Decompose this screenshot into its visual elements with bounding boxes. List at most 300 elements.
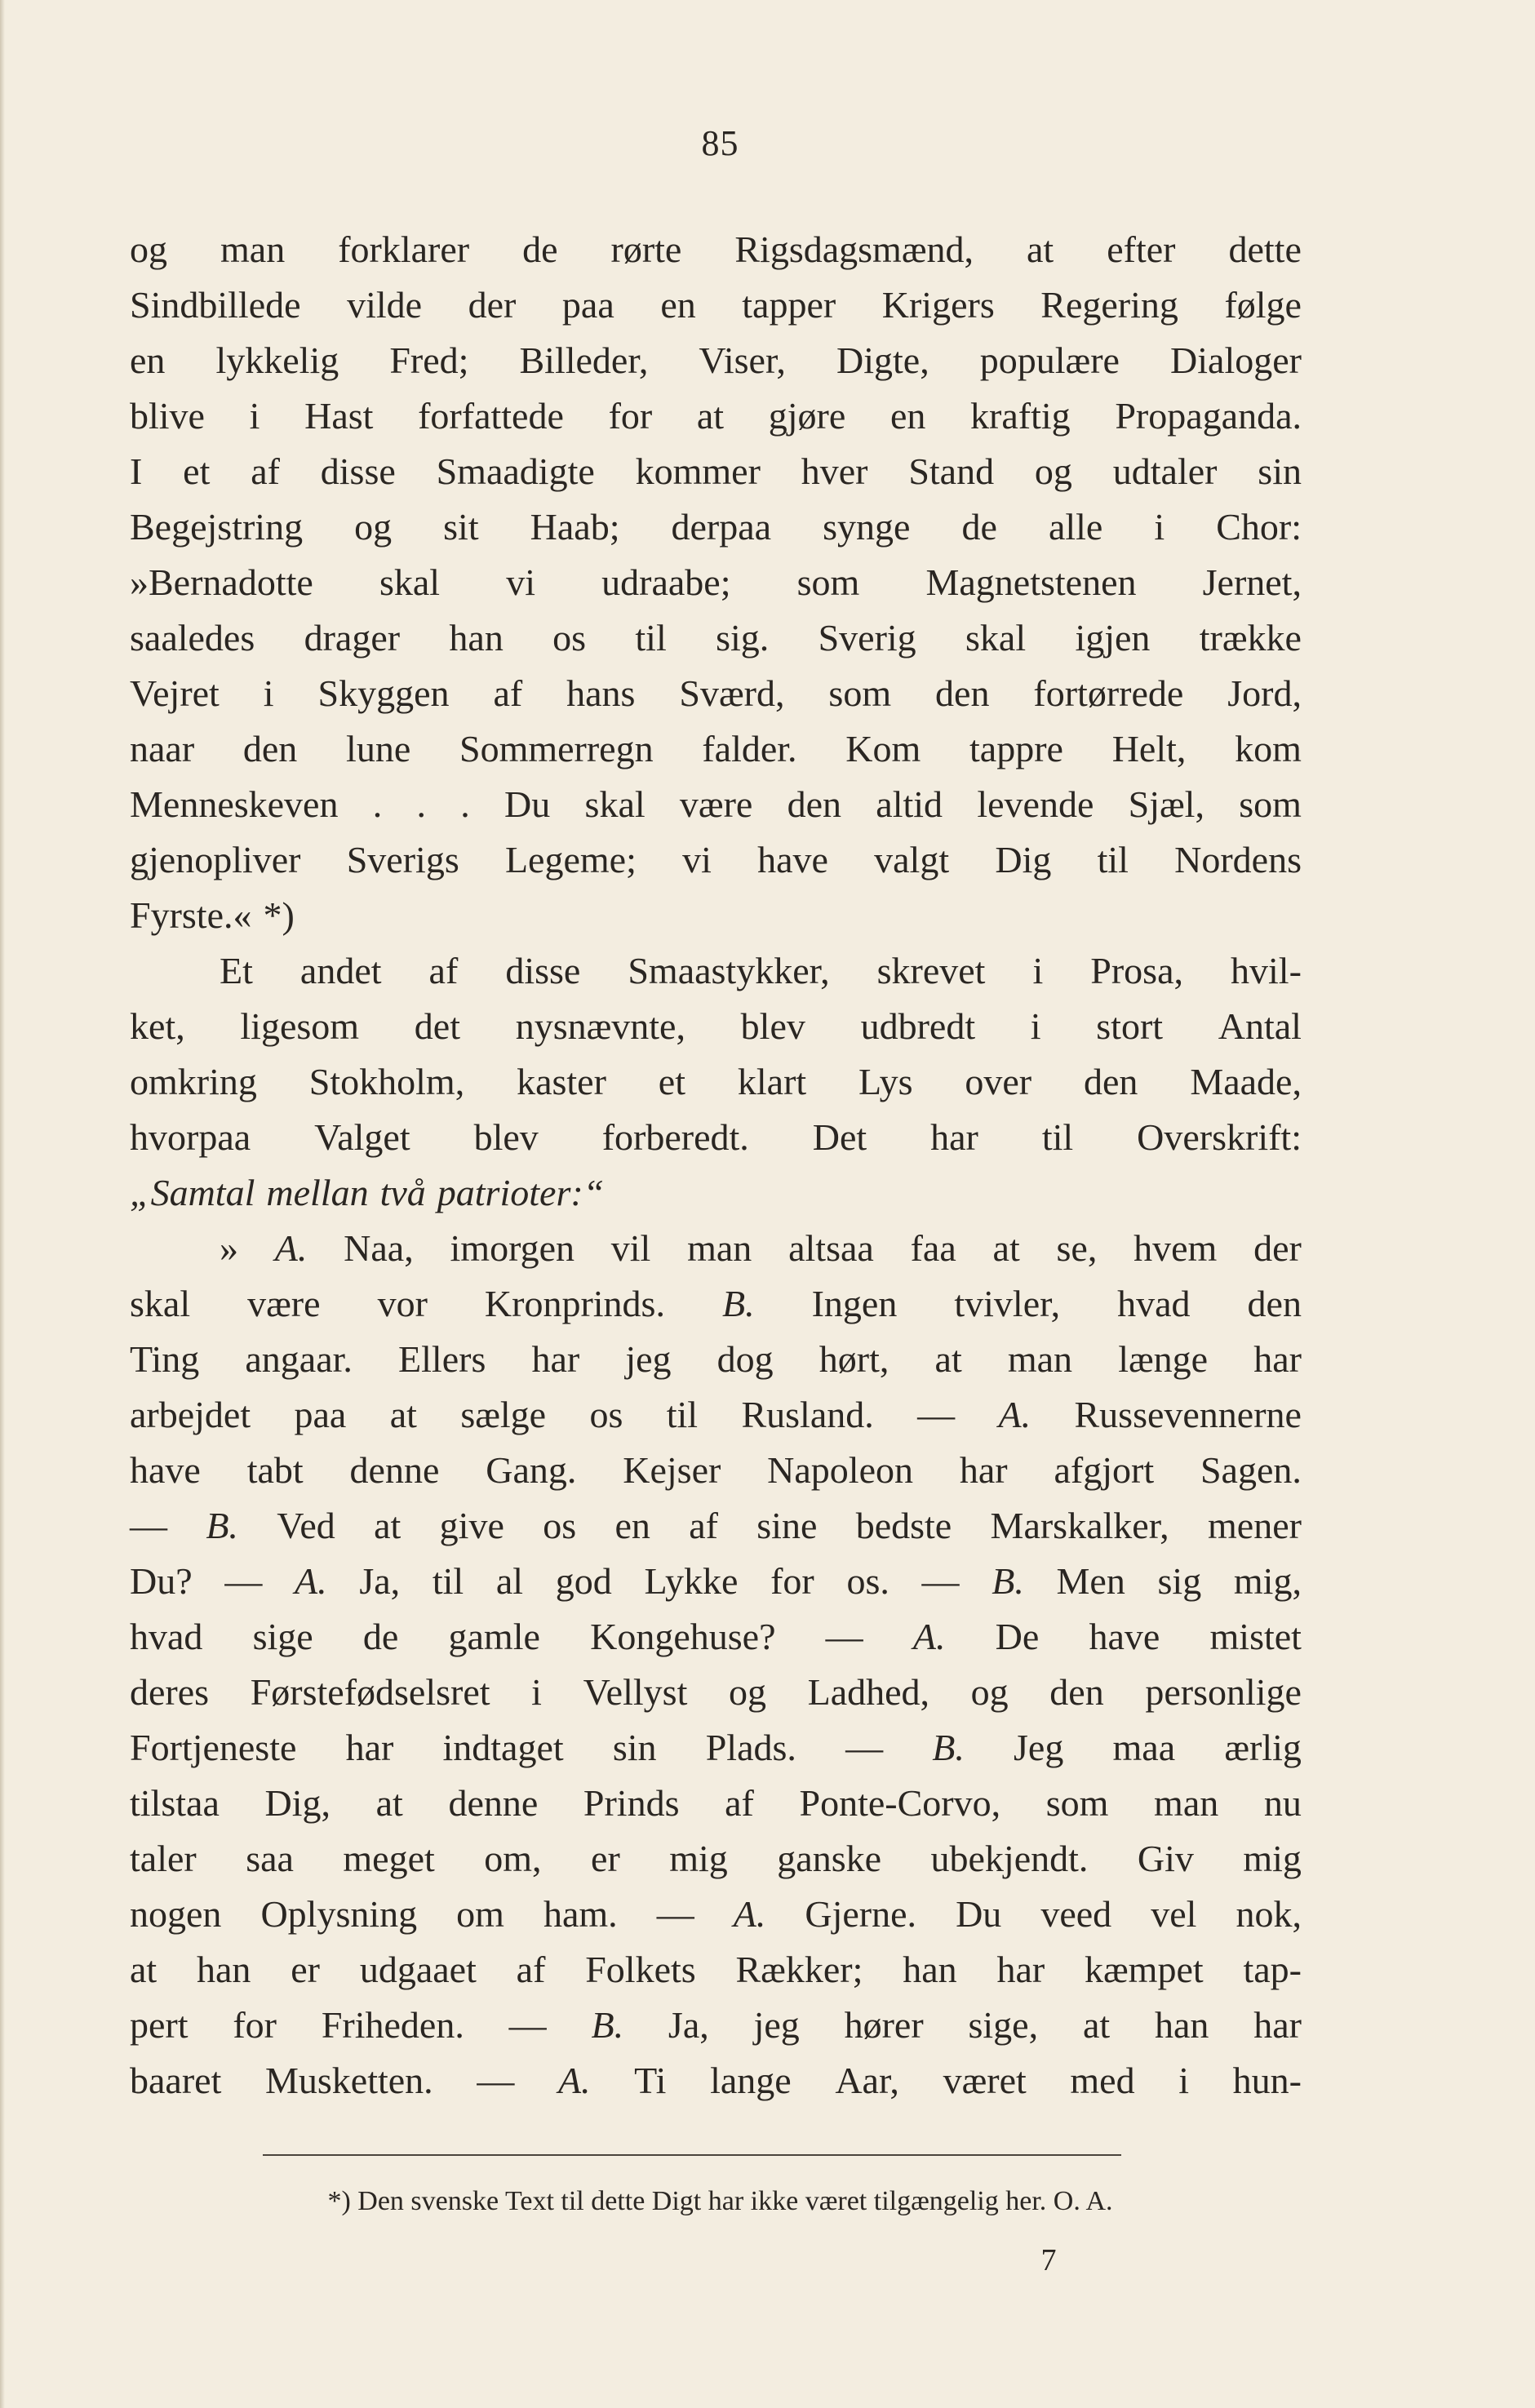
word: drager — [304, 617, 401, 659]
word: er — [291, 1949, 320, 1990]
word: A. — [733, 1893, 766, 1935]
word: ganske — [777, 1838, 882, 1879]
word: De — [995, 1616, 1040, 1657]
text-line — [130, 1276, 1302, 1332]
word: Du — [956, 1893, 1002, 1935]
word: en — [890, 395, 926, 437]
word: Marskalker, — [990, 1505, 1169, 1546]
word: Aar, — [835, 2060, 899, 2101]
word: . — [416, 783, 427, 825]
word: Rusland. — [741, 1394, 874, 1435]
text-line — [130, 1221, 1302, 1276]
word: Dig — [995, 839, 1052, 880]
word: Folkets — [585, 1949, 696, 1990]
word: for — [608, 395, 653, 437]
text-line — [130, 1665, 1302, 1720]
word: Sindbillede — [130, 284, 301, 326]
word: Maade, — [1190, 1061, 1302, 1102]
word: hvorpaa — [130, 1116, 251, 1158]
word: af — [251, 450, 280, 492]
word: lange — [710, 2060, 792, 2101]
word: der — [468, 284, 517, 326]
word: Antal — [1218, 1005, 1302, 1047]
word: Propaganda. — [1115, 395, 1302, 437]
word: A. — [295, 1560, 327, 1602]
word: Jeg — [1014, 1727, 1064, 1768]
word: sine — [756, 1505, 818, 1546]
word: som — [828, 672, 892, 714]
word: imorgen — [450, 1227, 575, 1269]
word: en — [660, 284, 696, 326]
text-line — [130, 1776, 1302, 1831]
word: Giv — [1137, 1838, 1194, 1879]
word: faa — [910, 1227, 956, 1269]
word: bedste — [855, 1505, 952, 1546]
word: nogen — [130, 1893, 222, 1935]
word: Ingen — [811, 1283, 898, 1324]
word: gjøre — [768, 395, 846, 437]
page-edge — [0, 0, 5, 2408]
text-line — [130, 222, 1302, 277]
word: paa — [294, 1394, 347, 1435]
word: B. — [721, 1283, 755, 1324]
word: personlige — [1145, 1671, 1302, 1713]
text-line — [130, 277, 1302, 333]
word: skal — [965, 617, 1027, 659]
word: at — [1027, 228, 1054, 270]
word: Vellyst — [583, 1671, 688, 1713]
word: har — [996, 1949, 1045, 1990]
word: synge — [823, 506, 911, 548]
word: altsaa — [788, 1227, 874, 1269]
word: sælge — [460, 1394, 547, 1435]
word: man — [220, 228, 286, 270]
word: Regering — [1040, 284, 1178, 326]
word: i — [1154, 506, 1165, 548]
word: Ti — [634, 2060, 667, 2101]
word: sin — [612, 1727, 657, 1768]
word: — — [845, 1727, 884, 1768]
word: Det — [812, 1116, 867, 1158]
word: skrevet — [876, 950, 986, 991]
word: Du? — [130, 1560, 193, 1602]
word: Vejret — [130, 672, 220, 714]
word: kom — [1235, 728, 1302, 769]
word: os. — [846, 1560, 890, 1602]
word: have — [1089, 1616, 1160, 1657]
text-line — [130, 1887, 1302, 1942]
word: den — [787, 783, 842, 825]
word: Rigsdagsmænd, — [734, 228, 974, 270]
word: at — [992, 1227, 1020, 1269]
text-line — [130, 666, 1302, 721]
text-line — [130, 1110, 1302, 1165]
word: har — [1253, 1338, 1302, 1380]
word: vilde — [347, 284, 423, 326]
word: ham. — [543, 1893, 618, 1935]
word: se, — [1056, 1227, 1098, 1269]
word: i — [1178, 2060, 1189, 2101]
text-line — [130, 1720, 1302, 1776]
text-line — [130, 333, 1302, 388]
word: til — [635, 617, 667, 659]
word: lykkelig — [215, 339, 339, 381]
word: Prinds — [583, 1782, 680, 1824]
word: Hast — [304, 395, 374, 437]
word: er — [591, 1838, 620, 1879]
word: *) — [263, 894, 295, 936]
word: skal — [379, 561, 441, 603]
word: en — [130, 339, 166, 381]
word: os — [552, 617, 587, 659]
word: Dialoger — [1170, 339, 1302, 381]
word: Du — [504, 783, 551, 825]
word: og — [130, 228, 167, 270]
word: der — [1253, 1227, 1302, 1269]
word: pert — [130, 2004, 189, 2046]
word: Rækker; — [735, 1949, 863, 1990]
word: vor — [377, 1283, 428, 1324]
word: baaret — [130, 2060, 222, 2101]
word: tilstaa — [130, 1782, 220, 1824]
word: Førstefødselsret — [250, 1671, 490, 1713]
word: sit — [443, 506, 479, 548]
text-line — [130, 1831, 1302, 1887]
word: til — [432, 1560, 464, 1602]
text-line — [130, 388, 1302, 444]
word: hvil- — [1231, 950, 1302, 991]
word: den — [1084, 1061, 1138, 1102]
word: dette — [1228, 228, 1302, 270]
word: som — [1239, 783, 1302, 825]
word: for — [770, 1560, 814, 1602]
word: afgjort — [1054, 1449, 1155, 1491]
word: Sommerregn — [459, 728, 654, 769]
word: Sverig — [818, 617, 916, 659]
word: — — [656, 1893, 694, 1935]
word: A. — [912, 1616, 946, 1657]
word: de — [961, 506, 997, 548]
text-line — [130, 1443, 1302, 1498]
word: har — [531, 1338, 580, 1380]
word: altid — [876, 783, 943, 825]
word: klart — [737, 1061, 807, 1102]
word: populære — [979, 339, 1120, 381]
word: hun- — [1232, 2060, 1302, 2101]
footnote-rule — [263, 2154, 1121, 2156]
word: Ved — [277, 1505, 335, 1546]
word: „Samtal — [130, 1172, 255, 1213]
text-line — [130, 1165, 1302, 1221]
word: Oplysning — [260, 1893, 418, 1935]
word: fortørrede — [1033, 672, 1184, 714]
word: trække — [1199, 617, 1302, 659]
word: kraftig — [970, 395, 1071, 437]
word: man — [1154, 1782, 1219, 1824]
word: patrioter:“ — [437, 1172, 605, 1213]
word: meget — [343, 1838, 435, 1879]
word: efter — [1107, 228, 1176, 270]
text-line — [130, 1609, 1302, 1665]
word: Men — [1056, 1560, 1125, 1602]
text-line — [130, 555, 1302, 610]
word: hører — [844, 2004, 924, 2046]
word: Digte, — [836, 339, 929, 381]
word: i — [249, 395, 260, 437]
word: tappre — [969, 728, 1063, 769]
word: Sverigs — [346, 839, 459, 880]
word: den — [242, 728, 298, 769]
word: denne — [349, 1449, 440, 1491]
word: med — [1070, 2060, 1135, 2101]
word: i — [1032, 950, 1044, 991]
text-line — [130, 1054, 1302, 1110]
text-line — [130, 943, 1302, 999]
word: af — [428, 950, 459, 991]
text-line — [130, 1332, 1302, 1387]
word: har — [930, 1116, 978, 1158]
word: A. — [557, 2060, 591, 2101]
word: og — [1034, 450, 1072, 492]
word: Magnetstenen — [925, 561, 1137, 603]
word: saaledes — [130, 617, 255, 659]
word: han — [1154, 2004, 1209, 2046]
word: Kejser — [623, 1449, 721, 1491]
word: Legeme; — [504, 839, 637, 880]
word: for — [233, 2004, 277, 2046]
word: har — [959, 1449, 1008, 1491]
word: Ja, — [668, 2004, 709, 2046]
word: vel — [1151, 1893, 1197, 1935]
word: Naa, — [344, 1227, 414, 1269]
word: Kronprinds. — [484, 1283, 665, 1324]
word: vil — [610, 1227, 651, 1269]
word: B. — [206, 1505, 238, 1546]
word: levende — [977, 783, 1094, 825]
word: og — [728, 1671, 766, 1713]
word: god — [555, 1560, 612, 1602]
word: Begejstring — [130, 506, 304, 548]
word: den — [935, 672, 990, 714]
word: B. — [992, 1560, 1024, 1602]
word: stort — [1096, 1005, 1164, 1047]
word: til — [666, 1394, 699, 1435]
word: Jord, — [1227, 672, 1302, 714]
word: Fyrste.« — [130, 894, 252, 936]
word: — — [917, 1394, 956, 1435]
word: »Bernadotte — [130, 561, 313, 603]
word: har — [1253, 2004, 1302, 2046]
text-line — [130, 2053, 1302, 2109]
word: mellan — [266, 1172, 369, 1213]
word: naar — [130, 728, 195, 769]
word: disse — [320, 450, 396, 492]
word: nysnævnte, — [515, 1005, 685, 1047]
word: I — [130, 450, 143, 492]
word: han — [197, 1949, 251, 1990]
word: mener — [1208, 1505, 1302, 1546]
word: mig — [669, 1838, 728, 1879]
word: al — [495, 1560, 524, 1602]
word: Stand — [908, 450, 995, 492]
word: have — [757, 839, 828, 880]
word: Skyggen — [317, 672, 450, 714]
word: Lykke — [644, 1560, 739, 1602]
word: Jernet, — [1202, 561, 1302, 603]
word: Ellers — [398, 1338, 486, 1380]
word: disse — [505, 950, 581, 991]
word: gamle — [448, 1616, 540, 1657]
word: over — [965, 1061, 1032, 1102]
word: kaster — [517, 1061, 606, 1102]
word: paa — [561, 284, 614, 326]
word: mig — [1243, 1838, 1302, 1879]
word: alle — [1048, 506, 1103, 548]
word: A. — [998, 1394, 1031, 1435]
word: mig, — [1233, 1560, 1302, 1602]
word: Ponte-Corvo, — [799, 1782, 1001, 1824]
word: Fred; — [389, 339, 469, 381]
word: derpaa — [671, 506, 772, 548]
word: være — [247, 1283, 321, 1324]
word: man — [1007, 1338, 1073, 1380]
word: igjen — [1075, 617, 1151, 659]
word: Smaadigte — [436, 450, 595, 492]
word: Haab; — [530, 506, 620, 548]
word: forberedt. — [601, 1116, 749, 1158]
word: falder. — [702, 728, 797, 769]
word: udgaaet — [359, 1949, 477, 1990]
word: sig — [1157, 1560, 1202, 1602]
word: os — [589, 1394, 623, 1435]
word: kommer — [635, 450, 761, 492]
word: — — [224, 1560, 263, 1602]
word: B. — [591, 2004, 624, 2046]
word: Ladhed, — [807, 1671, 930, 1713]
word: A. — [274, 1227, 308, 1269]
word: Sagen. — [1200, 1449, 1302, 1491]
footnote: *) Den svenske Text til dette Digt har ikke været tilgængelig her. O. A. — [327, 2186, 1113, 2216]
word: maa — [1112, 1727, 1176, 1768]
word: arbejdet — [130, 1394, 251, 1435]
word: følge — [1224, 284, 1302, 326]
word: i — [263, 672, 274, 714]
word: — — [508, 2004, 547, 2046]
text-line — [130, 444, 1302, 499]
word: taler — [130, 1838, 197, 1879]
word: skal — [584, 783, 645, 825]
word: Billeder, — [519, 339, 649, 381]
word: som — [1045, 1782, 1109, 1824]
word: — — [921, 1560, 960, 1602]
word: Musketten. — [264, 2060, 433, 2101]
word: Napoleon — [767, 1449, 914, 1491]
word: Stokholm, — [308, 1061, 465, 1102]
word: de — [522, 228, 558, 270]
text-line — [130, 1554, 1302, 1609]
word: Smaastykker, — [628, 950, 830, 991]
page-number: 85 — [701, 123, 739, 163]
word: den — [1049, 1671, 1104, 1713]
word: Viser, — [699, 339, 786, 381]
word: af — [725, 1782, 754, 1824]
word: hvad — [1117, 1283, 1191, 1324]
word: Friheden. — [321, 2004, 464, 2046]
word: angaar. — [245, 1338, 353, 1380]
word: kæmpet — [1085, 1949, 1204, 1990]
word: veed — [1040, 1893, 1112, 1935]
word: » — [220, 1227, 238, 1269]
word: hans — [566, 672, 636, 714]
word: Lys — [858, 1061, 913, 1102]
word: til — [1041, 1116, 1074, 1158]
word: Dig, — [264, 1782, 331, 1824]
word: udraabe; — [601, 561, 731, 603]
word: Fortjeneste — [130, 1727, 297, 1768]
word: dog — [716, 1338, 774, 1380]
word: blev — [473, 1116, 539, 1158]
text-line — [130, 610, 1302, 666]
word: saa — [246, 1838, 294, 1879]
word: hvem — [1134, 1227, 1218, 1269]
word: som — [796, 561, 860, 603]
word: sige, — [968, 2004, 1039, 2046]
text-line — [130, 888, 1302, 943]
word: udbredt — [860, 1005, 976, 1047]
word: Russevennerne — [1074, 1394, 1302, 1435]
word: Kongehuse? — [590, 1616, 776, 1657]
word: Krigers — [881, 284, 995, 326]
word: det — [414, 1005, 460, 1047]
word: et — [658, 1061, 685, 1102]
text-line — [130, 1387, 1302, 1443]
word: sig. — [716, 617, 770, 659]
text-line — [130, 1998, 1302, 2053]
word: har — [345, 1727, 394, 1768]
word: man — [687, 1227, 752, 1269]
text-line — [130, 1498, 1302, 1554]
word: nu — [1263, 1782, 1302, 1824]
word: ket, — [130, 1005, 185, 1047]
word: sin — [1258, 450, 1302, 492]
word: Nordens — [1174, 839, 1302, 880]
word: Overskrift: — [1137, 1116, 1302, 1158]
word: Ja, — [359, 1560, 401, 1602]
word: ligesom — [240, 1005, 360, 1047]
word: forklarer — [338, 228, 470, 270]
word: mistet — [1209, 1616, 1302, 1657]
word: Sjæl, — [1128, 783, 1204, 825]
text-line — [130, 777, 1302, 832]
word: vi — [682, 839, 712, 880]
word: udtaler — [1112, 450, 1218, 492]
word: — — [825, 1616, 863, 1657]
word: tap- — [1243, 1949, 1302, 1990]
text-line — [130, 499, 1302, 555]
word: Gang. — [486, 1449, 577, 1491]
word: til — [1097, 839, 1129, 880]
word: hørt, — [819, 1338, 890, 1380]
word: i — [1030, 1005, 1041, 1047]
text-line — [130, 721, 1302, 777]
word: lune — [346, 728, 411, 769]
word: af — [689, 1505, 718, 1546]
body-text — [130, 222, 1302, 2109]
word: af — [493, 672, 523, 714]
word: sige — [252, 1616, 313, 1657]
word: Prosa, — [1090, 950, 1184, 991]
word: indtaget — [442, 1727, 564, 1768]
